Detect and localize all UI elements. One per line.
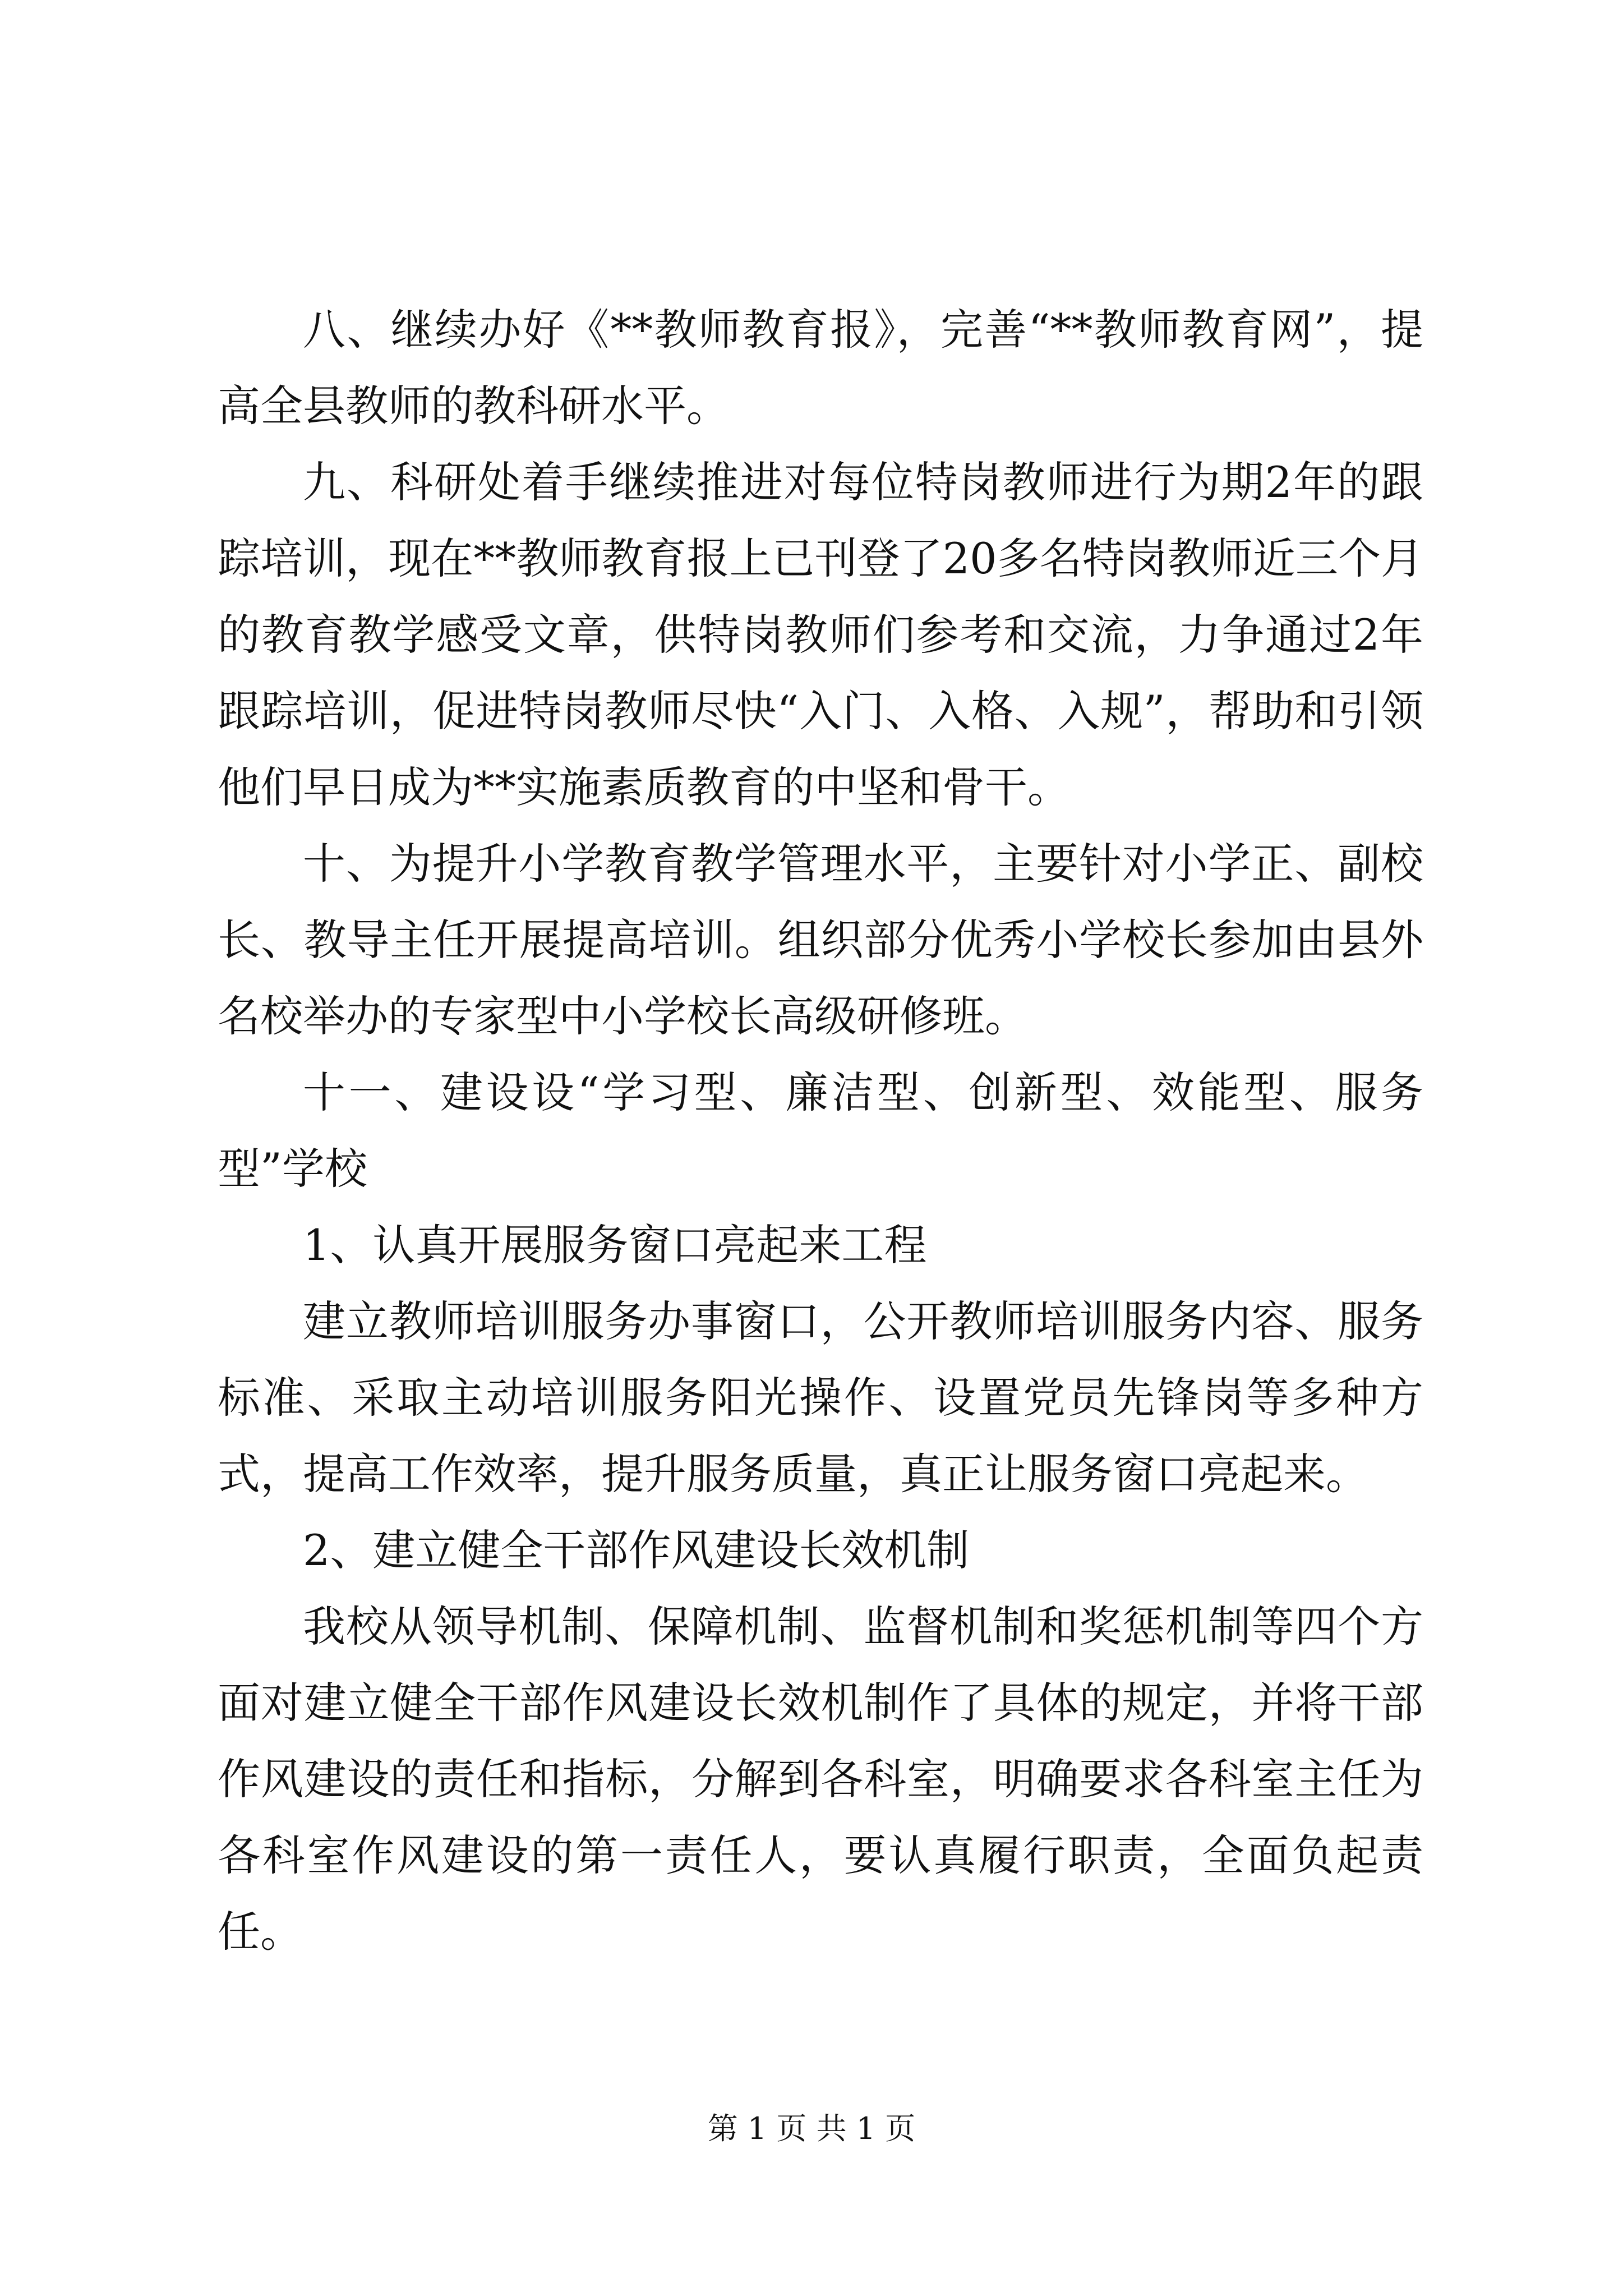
paragraph-cadre-mechanism: 我校从领导机制、保障机制、监督机制和奖惩机制等四个方面对建立健全干部作风建设长效机制作了具体的规定，并将干部作风建设的责任和指标，分解到各科室，明确要求各科室主任为各科室作风建设的第一责任人，要认真履行职责，全面负起责任。	[218, 1602, 1423, 1957]
paragraph-9: 九、科研处着手继续推进对每位特岗教师进行为期2年的跟踪培训，现在**教师教育报上已刊登了20多名特岗教师近三个月的教育教学感受文章，供特岗教师们参考和交流，力争通过2年跟踪培训，促进特岗教师尽快“入门、入格、入规”，帮助和引领他们早日成为**实施素质教育的中坚和骨干。	[218, 457, 1423, 812]
subheading-2: 2、建立健全干部作风建设长效机制	[303, 1525, 970, 1575]
page-footer: 第 1 页 共 1 页	[707, 2111, 916, 2146]
paragraph-8: 八、继续办好《**教师教育报》，完善“**教师教育网”，提高全县教师的教科研水平。	[218, 305, 1423, 431]
paragraph-service-window: 建立教师培训服务办事窗口，公开教师培训服务内容、服务标准、采取主动培训服务阳光操作、设置党员先锋岗等多种方式，提高工作效率，提升服务质量，真正让服务窗口亮起来。	[218, 1296, 1423, 1499]
subheading-1: 1、认真开展服务窗口亮起来工程	[303, 1220, 927, 1270]
document-body	[218, 292, 1423, 1970]
paragraph-11-heading: 十一、建设设“学习型、廉洁型、创新型、效能型、服务型”学校	[218, 1068, 1423, 1194]
paragraph-10: 十、为提升小学教育教学管理水平，主要针对小学正、副校长、教导主任开展提高培训。组织部分优秀小学校长参加由县外名校举办的专家型中小学校长高级研修班。	[218, 839, 1423, 1041]
